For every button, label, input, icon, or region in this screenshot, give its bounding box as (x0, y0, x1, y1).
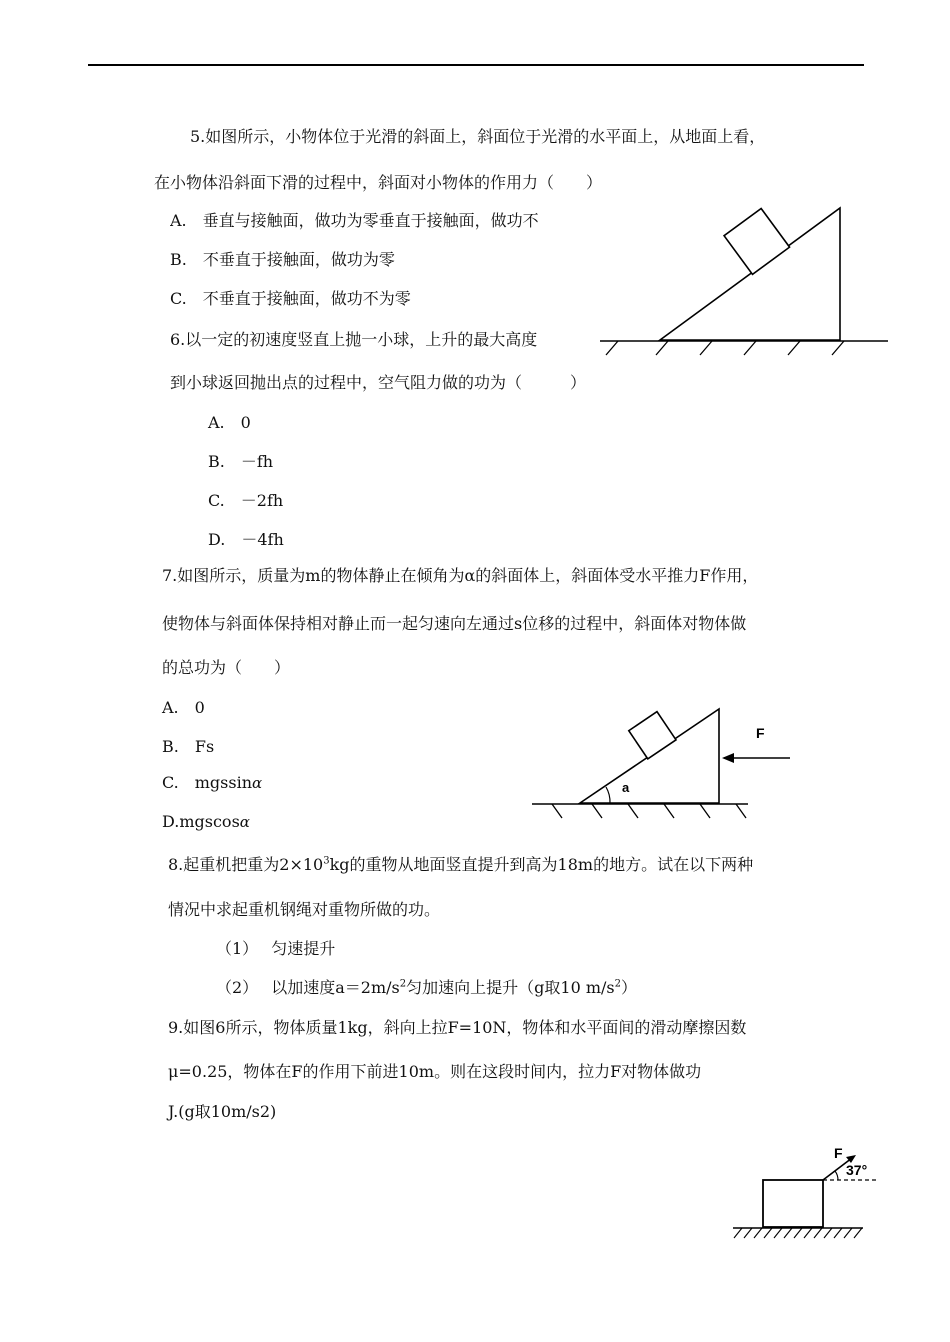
q7-stem-line3: 的总功为（ ） (162, 658, 291, 677)
q6-option-c: C. －2fh (208, 491, 284, 510)
q5-option-a: A. 垂直与接触面，做功为零垂直于接触面，做功不 (170, 211, 539, 230)
q9-stem-line2: μ=0.25，物体在F的作用下前进10m。则在这段时间内，拉力F对物体做功 (168, 1062, 702, 1081)
alpha-symbol: α (239, 813, 250, 831)
q8-stem-line1: 8.起重机把重为$2\times 10^3kg$的重物从地面竖直提升到高为18m的地方。试在以下两种 (168, 855, 754, 874)
q7-option-c: C. mgssinα (162, 773, 263, 792)
q6-option-a: A. 0 (208, 413, 251, 432)
q5-option-c: C. 不垂直于接触面，做功不为零 (170, 289, 411, 308)
q6-stem-line2: 到小球返回抛出点的过程中，空气阻力做的功为（ ） (170, 373, 587, 392)
q5-option-b: B. 不垂直于接触面，做功为零 (170, 250, 395, 269)
q7-stem-line2: 使物体与斜面体保持相对静止而一起匀速向左通过s位移的过程中，斜面体对物体做 (162, 614, 747, 633)
alpha-symbol: α (252, 774, 263, 792)
q5-stem-line2: 在小物体沿斜面下滑的过程中，斜面对小物体的作用力（ ） (154, 173, 603, 192)
q7-angle-label: a (622, 780, 630, 795)
q6-stem-line1: 6.以一定的初速度竖直上抛一小球，上升的最大高度 (170, 330, 538, 349)
q7-force-label: F (756, 725, 765, 741)
q6-option-b: B. －fh (208, 452, 274, 471)
q8-part-2: （2） 以加速度$a=2m/s^2$匀加速向上提升（g取10 $m/s^2$） (216, 978, 637, 997)
q9-stem-line3: J.(g取10m/s2) (168, 1102, 277, 1121)
q8-stem-line2: 情况中求起重机钢绳对重物所做的功。 (168, 900, 441, 919)
q5-stem-line1: 5.如图所示，小物体位于光滑的斜面上，斜面位于光滑的水平面上，从地面上看， (190, 127, 766, 146)
q9-stem-line1: 9.如图6所示，物体质量1kg，斜向上拉F=10N，物体和水平面间的滑动摩擦因数 (168, 1018, 747, 1037)
q7-stem-line1: 7.如图所示，质量为m的物体静止在倾角为α的斜面体上，斜面体受水平推力F作用， (162, 566, 759, 585)
q6-option-d: D. －4fh (208, 530, 284, 549)
q8-part-1: （1） 匀速提升 (216, 939, 336, 958)
q7-option-d: D.mgscosα (162, 812, 250, 831)
q7-option-b: B. Fs (162, 737, 215, 756)
q7-option-a: A. 0 (162, 698, 205, 717)
q9-force-label: F (834, 1145, 843, 1161)
q9-angle-label: 37° (846, 1162, 868, 1178)
